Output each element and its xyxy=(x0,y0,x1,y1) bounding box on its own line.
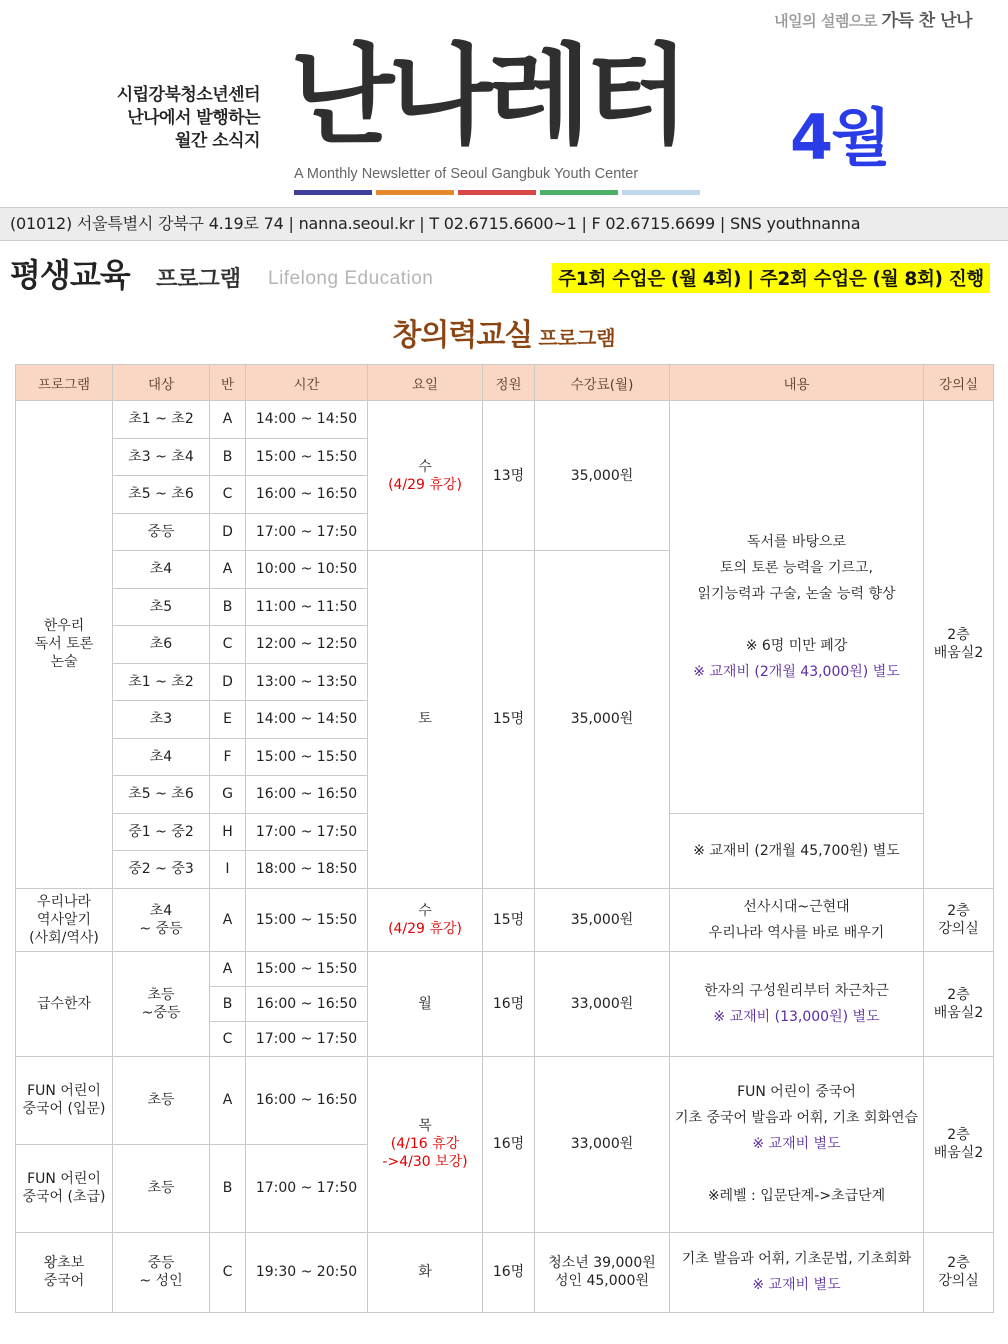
fee-cell: 35,000원 xyxy=(535,551,670,889)
day-cell: 화 xyxy=(368,1232,483,1312)
class-cell: C xyxy=(210,626,246,664)
day-label: 목 xyxy=(418,1118,432,1134)
class-cell: A xyxy=(210,401,246,439)
time-cell: 18:00 ~ 18:50 xyxy=(246,851,368,889)
content-fee-middle: ※ 교재비 (2개월 45,700원) 별도 xyxy=(670,813,924,888)
content-cell-history xyxy=(670,888,924,951)
target-line: ~ 중등 xyxy=(139,920,183,937)
class-cell: B xyxy=(210,438,246,476)
content-fee-note: ※ 교재비 별도 xyxy=(752,1136,841,1152)
newsletter-subtitle: A Monthly Newsletter of Seoul Gangbuk Youth Center xyxy=(294,166,639,182)
tagline xyxy=(774,6,972,31)
program-name-wangchobo xyxy=(16,1232,113,1312)
content-fee-note: ※ 교재비 (2개월 43,000원) 별도 xyxy=(693,663,900,680)
header-fee: 수강료(월) xyxy=(535,365,670,401)
target-line: 중등 xyxy=(147,1255,175,1271)
time-cell: 17:00 ~ 17:50 xyxy=(246,1021,368,1056)
color-bar xyxy=(622,190,700,195)
header-room: 강의실 xyxy=(924,365,994,401)
room-line: 2층 xyxy=(947,986,970,1003)
table-header-row xyxy=(16,365,994,401)
issue-month: 4월 xyxy=(790,101,890,174)
fee-cell: 33,000원 xyxy=(535,1056,670,1232)
day-label: 수 xyxy=(418,458,432,475)
capacity-cell: 15명 xyxy=(483,888,535,951)
section-header xyxy=(10,250,1000,300)
category-subtitle: 프로그램 xyxy=(538,326,616,350)
target-cell: 초등 xyxy=(113,1144,210,1232)
content-cell-hanuri xyxy=(670,401,924,814)
program-name-line: 역사알기 xyxy=(36,911,92,928)
fee-cell: 33,000원 xyxy=(535,951,670,1056)
program-name-line: 독서 토론 xyxy=(34,636,94,653)
target-cell: 초4 xyxy=(113,551,210,589)
time-cell: 15:00 ~ 15:50 xyxy=(246,888,368,951)
room-line: 배움실2 xyxy=(933,645,984,662)
target-cell: 초5 ~ 초6 xyxy=(113,776,210,814)
program-name-hanuri xyxy=(16,401,113,889)
fee-cell xyxy=(535,1232,670,1312)
content-spacer xyxy=(672,607,921,633)
room-line: 2층 xyxy=(947,1255,970,1271)
program-name-chinese-basic xyxy=(16,1144,113,1232)
program-name-line: 한우리 xyxy=(43,618,85,635)
time-cell: 17:00 ~ 17:50 xyxy=(246,813,368,851)
target-cell: 초4 xyxy=(113,738,210,776)
org-line-1: 시립강북청소년센터 xyxy=(116,85,260,105)
content-fee-note: ※ 교재비 (13,000원) 별도 xyxy=(713,1008,880,1025)
fee-cell: 35,000원 xyxy=(535,888,670,951)
tagline-part1: 내일의 설렘으로 xyxy=(774,12,882,30)
time-cell: 14:00 ~ 14:50 xyxy=(246,701,368,739)
header-content: 내용 xyxy=(670,365,924,401)
org-description xyxy=(100,84,260,153)
target-cell xyxy=(113,1232,210,1312)
target-line: 초4 xyxy=(149,902,173,919)
newsletter-logo: 난나레터 xyxy=(290,34,684,159)
room-cell xyxy=(924,1056,994,1232)
content-cell-hanja xyxy=(670,951,924,1056)
class-cell: G xyxy=(210,776,246,814)
program-name-hanja: 급수한자 xyxy=(16,951,113,1056)
day-cell xyxy=(368,1056,483,1232)
day-note: (4/16 휴강 xyxy=(390,1136,460,1152)
category-heading xyxy=(0,310,1008,354)
time-cell: 14:00 ~ 14:50 xyxy=(246,401,368,439)
time-cell: 16:00 ~ 16:50 xyxy=(246,986,368,1021)
program-name-line: 중국어 (초급) xyxy=(22,1189,106,1205)
class-cell: B xyxy=(210,588,246,626)
day-note: (4/29 휴강) xyxy=(388,920,462,937)
day-label: 수 xyxy=(418,902,432,919)
color-bar xyxy=(540,190,618,195)
class-cell: D xyxy=(210,663,246,701)
program-name-history xyxy=(16,888,113,951)
class-cell: D xyxy=(210,513,246,551)
day-cell-sat: 토 xyxy=(368,551,483,889)
content-line: 기초 발음과 어휘, 기초문법, 기초회화 xyxy=(681,1251,912,1267)
day-note: ->4/30 보강) xyxy=(382,1154,468,1170)
fee-line: 청소년 39,000원 xyxy=(548,1255,656,1271)
newsletter-header xyxy=(0,34,1008,200)
time-cell: 16:00 ~ 16:50 xyxy=(246,476,368,514)
program-name-line: FUN 어린이 xyxy=(27,1171,101,1187)
category-title: 창의력교실 xyxy=(392,318,533,353)
time-cell: 10:00 ~ 10:50 xyxy=(246,551,368,589)
color-bar xyxy=(458,190,536,195)
capacity-cell: 16명 xyxy=(483,951,535,1056)
target-line: ~중등 xyxy=(141,1004,181,1021)
content-cell-wangchobo xyxy=(670,1232,924,1312)
class-cell: A xyxy=(210,888,246,951)
header-class: 반 xyxy=(210,365,246,401)
capacity-cell: 16명 xyxy=(483,1056,535,1232)
time-cell: 17:00 ~ 17:50 xyxy=(246,1144,368,1232)
room-cell xyxy=(924,951,994,1056)
program-name-chinese-intro xyxy=(16,1056,113,1144)
content-line: 읽기능력과 구술, 논술 능력 향상 xyxy=(697,585,896,602)
time-cell: 11:00 ~ 11:50 xyxy=(246,588,368,626)
time-cell: 15:00 ~ 15:50 xyxy=(246,438,368,476)
content-line: 우리나라 역사를 바로 배우기 xyxy=(708,924,885,941)
room-line: 2층 xyxy=(947,1127,970,1143)
room-cell xyxy=(924,888,994,951)
target-cell xyxy=(113,888,210,951)
day-cell xyxy=(368,888,483,951)
target-cell xyxy=(113,951,210,1056)
content-line: 토의 토론 능력을 기르고, xyxy=(719,559,874,576)
program-name-line: 논술 xyxy=(50,654,78,671)
table-row xyxy=(16,951,994,986)
class-cell: I xyxy=(210,851,246,889)
day-note: (4/29 휴강) xyxy=(388,476,462,493)
table-row xyxy=(16,1232,994,1312)
class-cell: A xyxy=(210,951,246,986)
content-line: 선사시대~근현대 xyxy=(743,898,850,915)
content-line: 독서를 바탕으로 xyxy=(746,533,847,550)
program-name-line: 중국어 (입문) xyxy=(22,1101,106,1117)
class-cell: F xyxy=(210,738,246,776)
target-cell: 초1 ~ 초2 xyxy=(113,401,210,439)
content-line: FUN 어린이 중국어 xyxy=(737,1084,856,1100)
target-cell: 초등 xyxy=(113,1056,210,1144)
target-cell: 중1 ~ 중2 xyxy=(113,813,210,851)
target-cell: 초1 ~ 초2 xyxy=(113,663,210,701)
class-cell: C xyxy=(210,476,246,514)
day-cell: 월 xyxy=(368,951,483,1056)
target-line: ~ 성인 xyxy=(139,1273,183,1289)
target-line: 초등 xyxy=(147,986,175,1003)
class-cell: C xyxy=(210,1232,246,1312)
header-target: 대상 xyxy=(113,365,210,401)
time-cell: 15:00 ~ 15:50 xyxy=(246,951,368,986)
program-name-line: 중국어 xyxy=(43,1273,85,1289)
section-title: 평생교육 xyxy=(10,256,130,294)
time-cell: 16:00 ~ 16:50 xyxy=(246,1056,368,1144)
session-notice: 주1회 수업은 (월 4회) | 주2회 수업은 (월 8회) 진행 xyxy=(552,263,990,293)
program-name-line: 왕초보 xyxy=(43,1255,85,1271)
time-cell: 17:00 ~ 17:50 xyxy=(246,513,368,551)
content-spacer xyxy=(672,1157,921,1183)
room-line: 2층 xyxy=(947,902,970,919)
class-cell: E xyxy=(210,701,246,739)
class-cell: B xyxy=(210,1144,246,1232)
class-cell: A xyxy=(210,551,246,589)
day-cell-wed xyxy=(368,401,483,551)
target-cell: 중2 ~ 중3 xyxy=(113,851,210,889)
section-english: Lifelong Education xyxy=(268,268,434,289)
fee-line: 성인 45,000원 xyxy=(554,1273,649,1289)
header-capacity: 정원 xyxy=(483,365,535,401)
org-line-3: 월간 소식지 xyxy=(174,131,260,151)
room-line: 2층 xyxy=(947,627,970,644)
target-cell: 초6 xyxy=(113,626,210,664)
room-cell-hanuri xyxy=(924,401,994,889)
capacity-cell: 16명 xyxy=(483,1232,535,1312)
target-cell: 초3 xyxy=(113,701,210,739)
content-line: 기초 중국어 발음과 어휘, 기초 회화연습 xyxy=(674,1110,919,1126)
content-fee-note: ※ 교재비 별도 xyxy=(752,1277,841,1293)
class-cell: B xyxy=(210,986,246,1021)
content-cell-chinese xyxy=(670,1056,924,1232)
tagline-part2: 가득 찬 난나 xyxy=(881,11,972,31)
room-line: 배움실2 xyxy=(933,1145,984,1161)
target-cell: 중등 xyxy=(113,513,210,551)
time-cell: 19:30 ~ 20:50 xyxy=(246,1232,368,1312)
content-level: ※레벨 : 입문단계->초급단계 xyxy=(707,1188,886,1204)
class-cell: H xyxy=(210,813,246,851)
time-cell: 15:00 ~ 15:50 xyxy=(246,738,368,776)
room-cell xyxy=(924,1232,994,1312)
fee-cell: 35,000원 xyxy=(535,401,670,551)
program-name-line: FUN 어린이 xyxy=(27,1083,101,1099)
org-line-2: 난나에서 발행하는 xyxy=(127,108,260,128)
time-cell: 12:00 ~ 12:50 xyxy=(246,626,368,664)
target-cell: 초3 ~ 초4 xyxy=(113,438,210,476)
program-name-line: (사회/역사) xyxy=(29,929,99,946)
room-line: 강의실 xyxy=(938,920,979,937)
room-line: 강의실 xyxy=(938,1273,979,1289)
table-row xyxy=(16,401,994,439)
color-bar xyxy=(376,190,454,195)
target-cell: 초5 ~ 초6 xyxy=(113,476,210,514)
capacity-cell: 15명 xyxy=(483,551,535,889)
time-cell: 13:00 ~ 13:50 xyxy=(246,663,368,701)
table-row xyxy=(16,1056,994,1144)
header-program: 프로그램 xyxy=(16,365,113,401)
section-subtitle: 프로그램 xyxy=(156,267,242,292)
class-cell: A xyxy=(210,1056,246,1144)
table-row xyxy=(16,888,994,951)
content-line: 한자의 구성원리부터 차근차근 xyxy=(704,982,889,999)
header-time: 시간 xyxy=(246,365,368,401)
contact-bar: (01012) 서울특별시 강북구 4.19로 74 | nanna.seoul.kr | T 02.6715.6600~1 | F 02.6715.6699 | SNS youthnanna xyxy=(0,207,1008,241)
program-table xyxy=(15,364,994,1313)
color-bar xyxy=(294,190,372,195)
capacity-cell: 13명 xyxy=(483,401,535,551)
program-name-line: 우리나라 xyxy=(36,893,92,910)
header-day: 요일 xyxy=(368,365,483,401)
class-cell: C xyxy=(210,1021,246,1056)
time-cell: 16:00 ~ 16:50 xyxy=(246,776,368,814)
room-line: 배움실2 xyxy=(933,1004,984,1021)
target-cell: 초5 xyxy=(113,588,210,626)
color-bars xyxy=(294,190,700,195)
content-note: ※ 6명 미만 폐강 xyxy=(745,637,848,654)
